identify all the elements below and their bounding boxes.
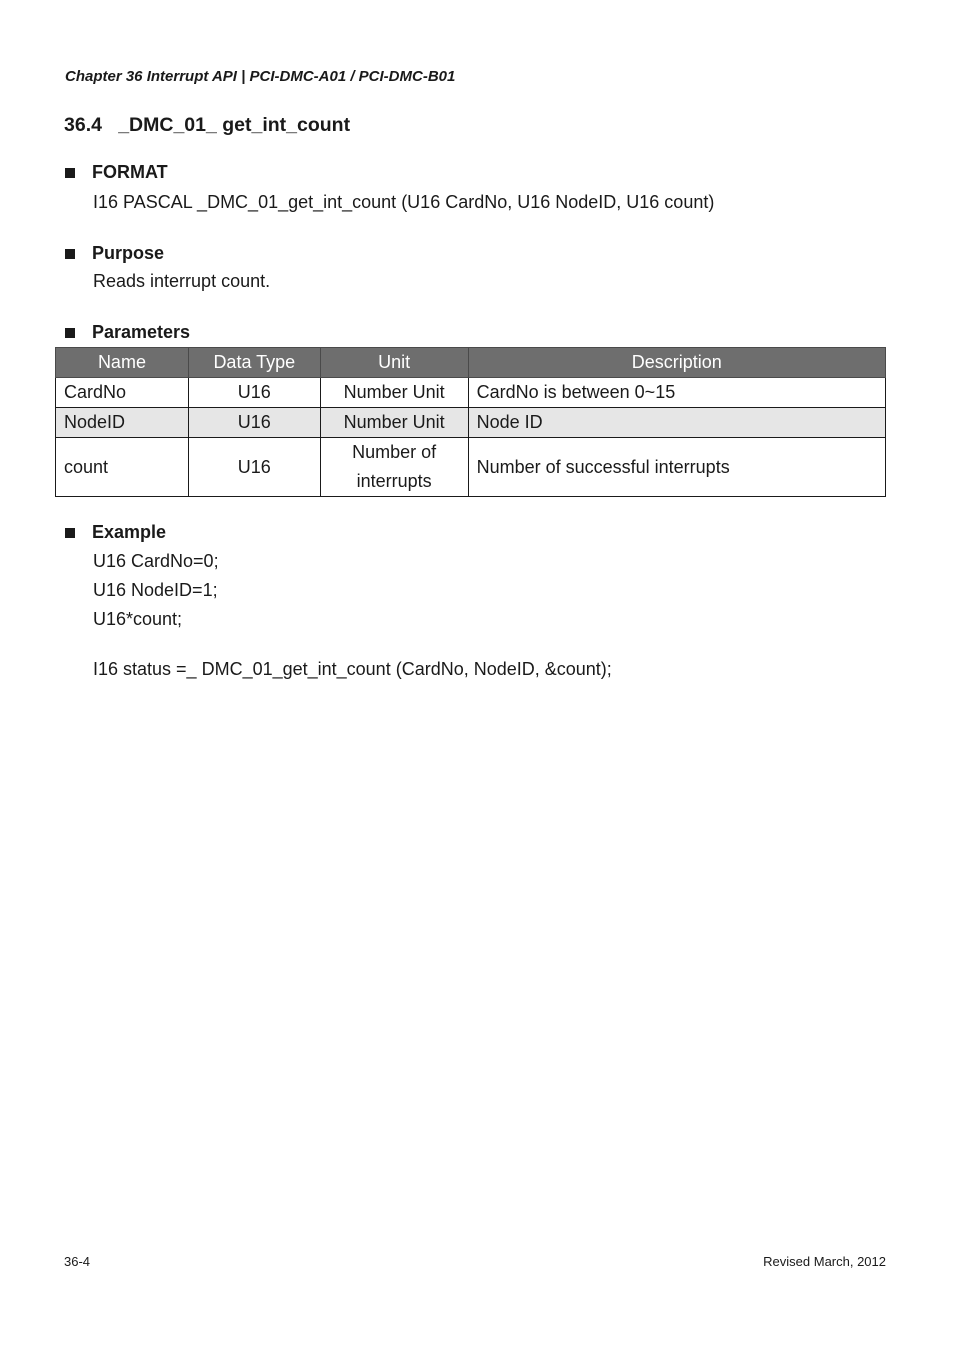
example-code-line: U16 CardNo=0; bbox=[93, 551, 219, 571]
example-code-line: U16 NodeID=1; bbox=[93, 580, 218, 600]
bullet-square-icon bbox=[65, 328, 75, 338]
example-heading-label: Example bbox=[92, 522, 167, 542]
table-row bbox=[56, 438, 886, 497]
param-description: CardNo is between 0~15 bbox=[468, 378, 885, 408]
param-type: U16 bbox=[188, 378, 320, 408]
page-number: 36-4 bbox=[64, 1254, 91, 1269]
param-description: Node ID bbox=[468, 408, 885, 438]
format-heading bbox=[65, 162, 168, 183]
revision-date: Revised March, 2012 bbox=[763, 1254, 886, 1269]
example-code-line: U16*count; bbox=[93, 609, 183, 629]
column-header-data-type: Data Type bbox=[188, 348, 320, 378]
param-name: NodeID bbox=[56, 408, 189, 438]
parameters-heading-label: Parameters bbox=[92, 322, 191, 342]
example-heading bbox=[65, 522, 166, 543]
parameters-heading bbox=[65, 322, 190, 343]
column-header-name: Name bbox=[56, 348, 189, 378]
format-heading-label: FORMAT bbox=[92, 162, 168, 182]
param-description: Number of successful interrupts bbox=[468, 438, 885, 497]
purpose-text: Reads interrupt count. bbox=[93, 271, 271, 291]
purpose-heading bbox=[65, 243, 164, 264]
format-signature: I16 PASCAL _DMC_01_get_int_count (U16 CardNo, U16 NodeID, U16 count) bbox=[93, 192, 715, 212]
chapter-header: Chapter 36 Interrupt API | PCI-DMC-A01 / PCI-DMC-B01 bbox=[65, 68, 456, 85]
table-row bbox=[56, 408, 886, 438]
param-unit bbox=[320, 438, 468, 497]
param-unit: Number Unit bbox=[320, 378, 468, 408]
bullet-square-icon bbox=[65, 249, 75, 259]
param-name: count bbox=[56, 438, 189, 497]
example-call-line: I16 status =_ DMC_01_get_int_count (CardNo, NodeID, &count); bbox=[93, 659, 612, 679]
param-unit: Number Unit bbox=[320, 408, 468, 438]
param-type: U16 bbox=[188, 408, 320, 438]
column-header-unit: Unit bbox=[320, 348, 468, 378]
column-header-description: Description bbox=[468, 348, 885, 378]
param-unit-line: interrupts bbox=[356, 471, 432, 491]
table-row bbox=[56, 378, 886, 408]
table-header-row bbox=[56, 348, 886, 378]
param-type: U16 bbox=[188, 438, 320, 497]
bullet-square-icon bbox=[65, 528, 75, 538]
section-title: 36.4 _DMC_01_ get_int_count bbox=[64, 114, 351, 136]
param-unit-line: Number of bbox=[352, 442, 437, 462]
parameters-table bbox=[55, 347, 886, 497]
purpose-heading-label: Purpose bbox=[92, 243, 165, 263]
bullet-square-icon bbox=[65, 168, 75, 178]
param-name: CardNo bbox=[56, 378, 189, 408]
